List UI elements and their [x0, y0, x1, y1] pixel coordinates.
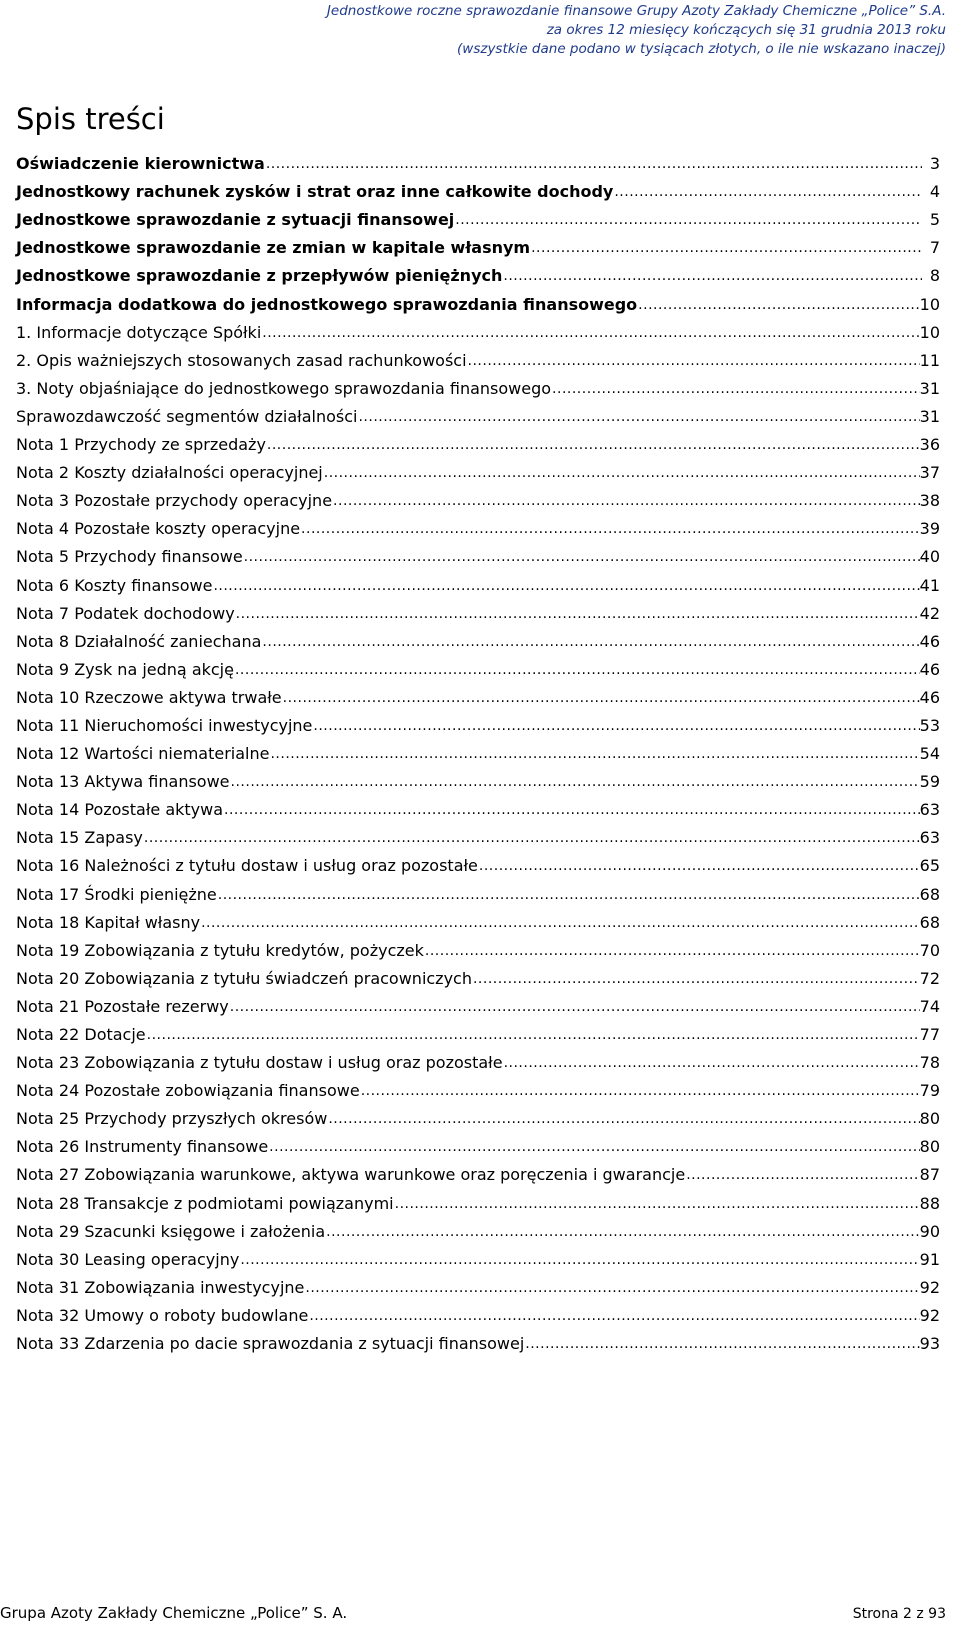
toc-entry-page: 59 [919, 772, 940, 792]
toc-leader-dots [503, 1055, 920, 1071]
toc-entry[interactable] [16, 370, 940, 398]
toc-entry-page: 42 [919, 603, 940, 623]
toc-entry-label: Nota 15 Zapasy [16, 828, 143, 848]
toc-entry-label: Jednostkowe sprawozdanie z sytuacji finansowej [16, 210, 455, 230]
toc-leader-dots [261, 634, 919, 650]
toc-leader-dots [502, 268, 922, 284]
toc-entry[interactable] [16, 679, 940, 707]
toc-leader-dots [308, 1308, 919, 1324]
toc-entry-page: 78 [919, 1053, 940, 1073]
toc-entry[interactable] [16, 875, 940, 903]
toc-entry[interactable] [16, 707, 940, 735]
toc-entry-label: Informacja dodatkowa do jednostkowego sprawozdania finansowego [16, 294, 638, 314]
toc-entry-label: Nota 18 Kapitał własny [16, 912, 201, 932]
toc-entry[interactable] [16, 988, 940, 1016]
toc-entry[interactable] [16, 1156, 940, 1184]
toc-entry[interactable] [16, 285, 940, 313]
toc-entry[interactable] [16, 1016, 940, 1044]
toc-entry-label: Nota 21 Pozostałe rezerwy [16, 996, 229, 1016]
toc-entry[interactable] [16, 791, 940, 819]
toc-entry[interactable] [16, 510, 940, 538]
toc-entry[interactable] [16, 932, 940, 960]
toc-entry-page: 65 [919, 856, 940, 876]
toc-leader-dots [235, 606, 920, 622]
toc-leader-dots [424, 943, 920, 959]
toc-entry-label: Nota 2 Koszty działalności operacyjnej [16, 463, 323, 483]
toc-leader-dots [360, 1083, 920, 1099]
toc-entry[interactable] [16, 454, 940, 482]
toc-entry-page: 37 [919, 463, 940, 483]
toc-leader-dots [243, 549, 920, 565]
footer-page-number: Strona 2 z 93 [852, 1606, 946, 1622]
toc-entry[interactable] [16, 960, 940, 988]
toc-entry-page: 46 [919, 659, 940, 679]
toc-entry-page: 36 [919, 435, 940, 455]
toc-entry[interactable] [16, 1128, 940, 1156]
toc-entry-label: Nota 24 Pozostałe zobowiązania finansowe [16, 1081, 360, 1101]
table-of-contents [16, 145, 940, 1353]
toc-entry[interactable] [16, 145, 940, 173]
toc-entry[interactable] [16, 1241, 940, 1269]
toc-entry-label: Oświadczenie kierownictwa [16, 154, 265, 174]
toc-leader-dots [234, 662, 920, 678]
toc-leader-dots [551, 381, 920, 397]
toc-entry-page: 38 [919, 491, 940, 511]
toc-leader-dots [261, 325, 919, 341]
toc-entry-page: 54 [919, 744, 940, 764]
toc-leader-dots [268, 1139, 919, 1155]
toc-leader-dots [230, 774, 920, 790]
toc-entry-page: 88 [919, 1193, 940, 1213]
toc-entry-page: 92 [919, 1277, 940, 1297]
toc-entry-label: Nota 6 Koszty finansowe [16, 575, 213, 595]
toc-entry-page: 74 [919, 996, 940, 1016]
toc-leader-dots [454, 212, 922, 228]
toc-leader-dots [223, 802, 920, 818]
toc-leader-dots [478, 858, 920, 874]
toc-leader-dots [637, 297, 919, 313]
toc-entry-page: 68 [919, 884, 940, 904]
toc-leader-dots [394, 1196, 920, 1212]
toc-entry[interactable] [16, 1269, 940, 1297]
toc-entry-label: 3. Noty objaśniające do jednostkowego sprawozdania finansowego [16, 378, 552, 398]
toc-entry[interactable] [16, 623, 940, 651]
toc-entry[interactable] [16, 173, 940, 201]
toc-entry-page: 87 [919, 1165, 940, 1185]
toc-entry[interactable] [16, 398, 940, 426]
header-units-note: (wszystkie dane podano w tysiącach złotych, o ile nie wskazano inaczej) [457, 41, 946, 57]
toc-entry[interactable] [16, 819, 940, 847]
toc-entry[interactable] [16, 426, 940, 454]
toc-entry-page: 91 [919, 1249, 940, 1269]
toc-entry-label: Nota 23 Zobowiązania z tytułu dostaw i usług oraz pozostałe [16, 1053, 503, 1073]
toc-entry-page: 10 [919, 294, 940, 314]
toc-leader-dots [685, 1167, 919, 1183]
toc-entry-label: Nota 9 Zysk na jedną akcję [16, 659, 234, 679]
toc-leader-dots [212, 578, 919, 594]
toc-leader-dots [300, 521, 920, 537]
toc-entry-label: Nota 26 Instrumenty finansowe [16, 1137, 269, 1157]
toc-entry-page: 41 [919, 575, 940, 595]
toc-entry[interactable] [16, 763, 940, 791]
toc-entry-label: Nota 4 Pozostałe koszty operacyjne [16, 519, 301, 539]
toc-entry-label: Nota 7 Podatek dochodowy [16, 603, 235, 623]
toc-entry[interactable] [16, 1100, 940, 1128]
toc-entry-label: Jednostkowe sprawozdanie ze zmian w kapitale własnym [16, 238, 531, 258]
toc-leader-dots [357, 409, 919, 425]
toc-entry-page: 79 [919, 1081, 940, 1101]
toc-leader-dots [323, 465, 920, 481]
toc-entry[interactable] [16, 651, 940, 679]
toc-entry-label: Nota 22 Dotacje [16, 1025, 146, 1044]
toc-entry-page: 63 [919, 800, 940, 820]
toc-entry[interactable] [16, 342, 940, 370]
toc-entry-page: 46 [919, 687, 940, 707]
toc-entry-page: 8 [929, 266, 940, 286]
toc-entry-page: 10 [919, 322, 940, 342]
toc-leader-dots [146, 1027, 920, 1043]
toc-leader-dots [325, 1224, 919, 1240]
toc-entry-label: Nota 11 Nieruchomości inwestycyjne [16, 715, 313, 735]
toc-entry-label: Nota 13 Aktywa finansowe [16, 772, 230, 792]
toc-entry-page: 93 [919, 1334, 940, 1354]
toc-leader-dots [269, 746, 919, 762]
toc-entry-label: Jednostkowe sprawozdanie z przepływów pieniężnych [16, 266, 503, 286]
toc-entry-label: Nota 17 Środki pieniężne [16, 884, 217, 904]
toc-entry-label: Nota 12 Wartości niematerialne [16, 744, 270, 764]
toc-entry-page: 53 [919, 715, 940, 735]
toc-entry-label: Nota 5 Przychody finansowe [16, 547, 243, 567]
toc-entry-label: Nota 16 Należności z tytułu dostaw i usług oraz pozostałe [16, 856, 478, 876]
toc-leader-dots [239, 1252, 919, 1268]
toc-entry-label: Jednostkowy rachunek zysków i strat oraz inne całkowite dochody [16, 182, 614, 202]
toc-entry-label: Nota 3 Pozostałe przychody operacyjne [16, 491, 333, 511]
toc-entry-label: Nota 29 Szacunki księgowe i założenia [16, 1221, 326, 1241]
toc-entry-label: Nota 14 Pozostałe aktywa [16, 800, 224, 820]
toc-entry-label: Nota 30 Leasing operacyjny [16, 1249, 240, 1269]
toc-entry-label: Nota 20 Zobowiązania z tytułu świadczeń pracowniczych [16, 968, 472, 988]
toc-entry-page: 72 [919, 968, 940, 988]
toc-entry[interactable] [16, 1325, 940, 1353]
toc-leader-dots [200, 915, 920, 931]
toc-entry[interactable] [16, 538, 940, 566]
toc-entry-page: 68 [919, 912, 940, 932]
toc-entry-page: 4 [929, 182, 940, 202]
toc-entry[interactable] [16, 566, 940, 594]
toc-entry-label: Nota 32 Umowy o roboty budowlane [16, 1305, 309, 1325]
header-report-title: Jednostkowe roczne sprawozdanie finansowe Grupy Azoty Zakłady Chemiczne „Police” S.A. [326, 3, 946, 19]
toc-leader-dots [524, 1336, 919, 1352]
toc-entry-page: 40 [919, 547, 940, 567]
toc-leader-dots [312, 718, 919, 734]
toc-entry-label: 1. Informacje dotyczące Spółki [16, 322, 262, 342]
toc-entry-page: 11 [919, 350, 940, 370]
header-period: za okres 12 miesięcy kończących się 31 grudnia 2013 roku [546, 22, 946, 38]
toc-leader-dots [530, 240, 922, 256]
page-title: Spis treści [16, 102, 165, 136]
toc-entry-label: Nota 19 Zobowiązania z tytułu kredytów, pożyczek [16, 940, 424, 960]
toc-entry[interactable] [16, 1184, 940, 1212]
toc-entry[interactable] [16, 1072, 940, 1100]
toc-leader-dots [282, 690, 920, 706]
toc-entry-page: 80 [919, 1137, 940, 1157]
toc-entry[interactable] [16, 201, 940, 229]
toc-entry-label: 2. Opis ważniejszych stosowanych zasad rachunkowości [16, 350, 467, 370]
toc-entry-label: Sprawozdawczość segmentów działalności [16, 406, 358, 426]
toc-entry-page: 5 [929, 210, 940, 230]
toc-entry-label: Nota 33 Zdarzenia po dacie sprawozdania z sytuacji finansowej [16, 1334, 525, 1354]
toc-leader-dots [332, 493, 920, 509]
footer-company: Grupa Azoty Zakłady Chemiczne „Police” S. A. [0, 1604, 348, 1622]
toc-leader-dots [143, 830, 920, 846]
toc-entry-label: Nota 28 Transakcje z podmiotami powiązanymi [16, 1193, 394, 1213]
toc-entry[interactable] [16, 314, 940, 342]
page-header [327, 2, 946, 59]
toc-entry-page: 31 [919, 378, 940, 398]
toc-leader-dots [472, 971, 920, 987]
toc-entry[interactable] [16, 595, 940, 623]
toc-entry[interactable] [16, 229, 940, 257]
toc-entry[interactable] [16, 847, 940, 875]
toc-entry-page: 90 [919, 1221, 940, 1241]
toc-leader-dots [304, 1280, 919, 1296]
toc-entry-page: 46 [919, 631, 940, 651]
toc-entry-page: 77 [919, 1025, 940, 1044]
toc-leader-dots [266, 437, 920, 453]
toc-entry[interactable] [16, 735, 940, 763]
toc-leader-dots [613, 184, 922, 200]
toc-entry-label: Nota 25 Przychody przyszłych okresów [16, 1109, 328, 1129]
toc-entry-page: 7 [929, 238, 940, 258]
toc-leader-dots [327, 1111, 919, 1127]
toc-entry-page: 80 [919, 1109, 940, 1129]
toc-entry-label: Nota 10 Rzeczowe aktywa trwałe [16, 687, 282, 707]
toc-entry[interactable] [16, 904, 940, 932]
toc-entry-page: 39 [919, 519, 940, 539]
toc-entry[interactable] [16, 257, 940, 285]
toc-leader-dots [467, 353, 920, 369]
toc-entry-page: 70 [919, 940, 940, 960]
toc-entry-label: Nota 27 Zobowiązania warunkowe, aktywa warunkowe oraz poręczenia i gwarancje [16, 1165, 686, 1185]
toc-leader-dots [229, 999, 920, 1015]
toc-entry-page: 3 [929, 154, 940, 174]
toc-entry[interactable] [16, 1044, 940, 1072]
toc-entry-page: 63 [919, 828, 940, 848]
toc-entry-page: 92 [919, 1305, 940, 1325]
toc-entry-label: Nota 8 Działalność zaniechana [16, 631, 262, 651]
toc-entry[interactable] [16, 1213, 940, 1241]
toc-entry-label: Nota 1 Przychody ze sprzedaży [16, 435, 266, 455]
toc-entry[interactable] [16, 482, 940, 510]
toc-entry-page: 31 [919, 406, 940, 426]
toc-leader-dots [265, 156, 922, 172]
toc-entry-label: Nota 31 Zobowiązania inwestycyjne [16, 1277, 305, 1297]
toc-leader-dots [217, 887, 920, 903]
toc-entry[interactable] [16, 1297, 940, 1325]
